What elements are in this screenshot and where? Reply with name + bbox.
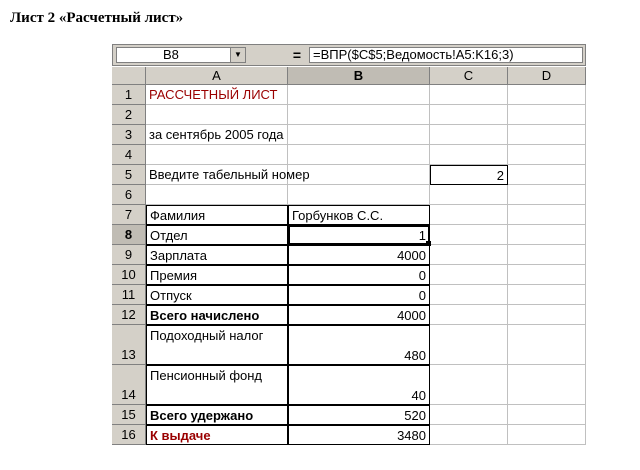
cell-d1[interactable] [508, 85, 586, 105]
cell-a13[interactable]: Подоходный налог [146, 325, 288, 365]
cell-d8[interactable] [508, 225, 586, 245]
cell-b7[interactable]: Горбунков С.С. [288, 205, 430, 225]
cell-d14[interactable] [508, 365, 586, 405]
row-header[interactable]: 11 [112, 285, 146, 305]
cell-b5[interactable] [288, 165, 430, 185]
cell-c4[interactable] [430, 145, 508, 165]
spreadsheet-window [112, 44, 586, 470]
cell-d11[interactable] [508, 285, 586, 305]
cell-b11[interactable]: 0 [288, 285, 430, 305]
cell-d10[interactable] [508, 265, 586, 285]
cell-a7[interactable]: Фамилия [146, 205, 288, 225]
row-header[interactable]: 5 [112, 165, 146, 185]
cell-a12[interactable]: Всего начислено [146, 305, 288, 325]
cell-d7[interactable] [508, 205, 586, 225]
cell-c5[interactable]: 2 [430, 165, 508, 185]
row-header[interactable]: 15 [112, 405, 146, 425]
row-header[interactable]: 10 [112, 265, 146, 285]
cell-c7[interactable] [430, 205, 508, 225]
cell-b8[interactable]: 1 [288, 225, 430, 245]
cell-b9[interactable]: 4000 [288, 245, 430, 265]
cell-a8[interactable]: Отдел [146, 225, 288, 245]
cell-b1[interactable] [288, 85, 430, 105]
cell-c11[interactable] [430, 285, 508, 305]
cell-b12[interactable]: 4000 [288, 305, 430, 325]
cell-c10[interactable] [430, 265, 508, 285]
cell-b13[interactable]: 480 [288, 325, 430, 365]
cell-d12[interactable] [508, 305, 586, 325]
equals-button[interactable]: = [292, 47, 302, 63]
cell-a6[interactable] [146, 185, 288, 205]
column-header-a[interactable]: A [146, 67, 288, 85]
fill-handle[interactable] [426, 241, 431, 246]
cell-c2[interactable] [430, 105, 508, 125]
cell-c1[interactable] [430, 85, 508, 105]
cell-b6[interactable] [288, 185, 430, 205]
cell-d3[interactable] [508, 125, 586, 145]
cell-c14[interactable] [430, 365, 508, 405]
column-header-d[interactable]: D [508, 67, 586, 85]
row-header[interactable]: 8 [112, 225, 146, 245]
cell-d6[interactable] [508, 185, 586, 205]
cell-d16[interactable] [508, 425, 586, 445]
row-header[interactable]: 7 [112, 205, 146, 225]
cell-b10[interactable]: 0 [288, 265, 430, 285]
column-header-c[interactable]: C [430, 67, 508, 85]
row-header[interactable]: 4 [112, 145, 146, 165]
cell-c3[interactable] [430, 125, 508, 145]
cell-d4[interactable] [508, 145, 586, 165]
row-header[interactable]: 9 [112, 245, 146, 265]
cell-d5[interactable] [508, 165, 586, 185]
cell-c6[interactable] [430, 185, 508, 205]
cell-a1[interactable]: РАССЧЕТНЫЙ ЛИСТ [146, 85, 288, 105]
cell-a15[interactable]: Всего удержано [146, 405, 288, 425]
cell-d13[interactable] [508, 325, 586, 365]
cell-a3[interactable]: за сентябрь 2005 года [146, 125, 288, 145]
row-header[interactable]: 3 [112, 125, 146, 145]
cell-c8[interactable] [430, 225, 508, 245]
cell-b15[interactable]: 520 [288, 405, 430, 425]
page-heading: Лист 2 «Расчетный лист» [10, 10, 184, 26]
cell-a9[interactable]: Зарплата [146, 245, 288, 265]
cell-b3[interactable] [288, 125, 430, 145]
cell-d2[interactable] [508, 105, 586, 125]
cell-d15[interactable] [508, 405, 586, 425]
cell-b4[interactable] [288, 145, 430, 165]
cell-a10[interactable]: Премия [146, 265, 288, 285]
chevron-down-icon[interactable]: ▼ [230, 48, 245, 62]
cell-a11[interactable]: Отпуск [146, 285, 288, 305]
cell-a14[interactable]: Пенсионный фонд [146, 365, 288, 405]
formula-bar [112, 44, 586, 66]
column-header-b[interactable]: B [288, 67, 430, 85]
row-header[interactable]: 12 [112, 305, 146, 325]
cell-a2[interactable] [146, 105, 288, 125]
cell-c9[interactable] [430, 245, 508, 265]
row-header[interactable]: 6 [112, 185, 146, 205]
formula-input[interactable]: =ВПР($C$5;Ведомость!A5:K16;3) [309, 47, 583, 63]
cell-d9[interactable] [508, 245, 586, 265]
cell-b14[interactable]: 40 [288, 365, 430, 405]
name-box-value: B8 [163, 47, 179, 62]
row-header[interactable]: 13 [112, 325, 146, 365]
cell-b2[interactable] [288, 105, 430, 125]
cell-a4[interactable] [146, 145, 288, 165]
cell-b16[interactable]: 3480 [288, 425, 430, 445]
cell-c15[interactable] [430, 405, 508, 425]
row-header[interactable]: 1 [112, 85, 146, 105]
row-header[interactable]: 16 [112, 425, 146, 445]
cell-a16[interactable]: К выдаче [146, 425, 288, 445]
cell-c12[interactable] [430, 305, 508, 325]
cell-c16[interactable] [430, 425, 508, 445]
row-header[interactable]: 2 [112, 105, 146, 125]
cell-a5[interactable]: Введите табельный номер [146, 165, 288, 185]
name-box[interactable] [116, 47, 246, 63]
cell-c13[interactable] [430, 325, 508, 365]
row-header[interactable]: 14 [112, 365, 146, 405]
select-all-corner[interactable] [112, 67, 146, 85]
